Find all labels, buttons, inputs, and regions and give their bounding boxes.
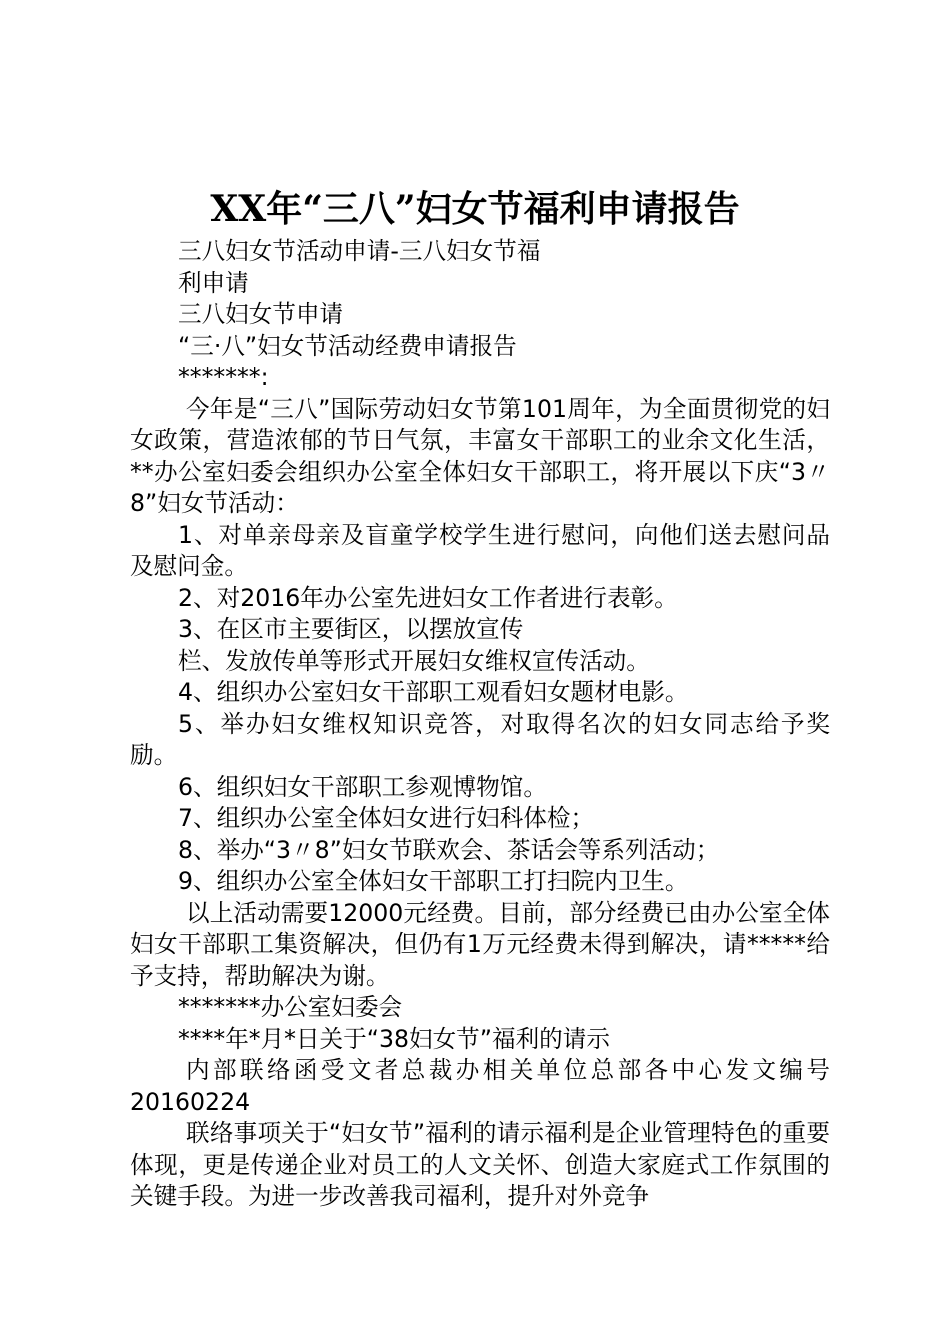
paragraph: 联络事项关于“妇女节”福利的请示福利是企业管理特色的重要体现，更是传递企业对员工的人文关怀、创造大家庭式工作氛围的关键手段。为进一步改善我司福利，提升对外竞争	[130, 1119, 830, 1210]
paragraph: “三·八”妇女节活动经费申请报告	[178, 331, 517, 360]
paragraph: 利申请	[178, 268, 249, 297]
list-item-continuation: 栏、发放传单等形式开展妇女维权宣传活动。	[178, 646, 650, 675]
list-item: 7、组织办公室全体妇女进行妇科体检；	[178, 804, 595, 832]
list-item: 4、组织办公室妇女干部职工观看妇女题材电影。	[178, 678, 689, 706]
list-item: 1、对单亲母亲及盲童学校学生进行慰问，向他们送去慰问品及慰问金。	[130, 520, 830, 580]
list-item: 8、举办“3〃8”妇女节联欢会、茶话会等系列活动；	[178, 835, 720, 864]
paragraph: 今年是“三八”国际劳动妇女节第101周年，为全面贯彻党的妇女政策，营造浓郁的节日气氛，丰富女干部职工的业余文化生活，**办公室妇委会组织办公室全体妇女干部职工，将开展以下庆“3〃8”妇女节活动：	[130, 394, 830, 517]
paragraph: 内部联络函受文者总裁办相关单位总部各中心发文编号20160224	[130, 1056, 830, 1116]
paragraph: 三八妇女节活动申请-三八妇女节福	[178, 237, 541, 265]
paragraph: 三八妇女节申请	[178, 300, 344, 328]
paragraph: *******:	[178, 363, 269, 391]
list-item: 3、在区市主要街区，以摆放宣传	[178, 615, 524, 643]
list-item: 2、对2016年办公室先进妇女工作者进行表彰。	[178, 583, 678, 612]
document-title: XX年“三八”妇女节福利申请报告	[210, 188, 740, 230]
list-item: 9、组织办公室全体妇女干部职工打扫院内卫生。	[178, 867, 689, 895]
signature-line: *******办公室妇委会	[178, 993, 403, 1021]
date-line: ****年*月*日关于“38妇女节”福利的请示	[178, 1024, 610, 1053]
paragraph: 以上活动需要12000元经费。目前，部分经费已由办公室全体妇女干部职工集资解决，但仍有1万元经费未得到解决，请*****给予支持，帮助解决为谢。	[130, 898, 830, 990]
list-item: 6、组织妇女干部职工参观博物馆。	[178, 772, 547, 801]
document-body	[130, 236, 830, 1213]
list-item: 5、举办妇女维权知识竞答，对取得名次的妇女同志给予奖励。	[130, 709, 830, 769]
